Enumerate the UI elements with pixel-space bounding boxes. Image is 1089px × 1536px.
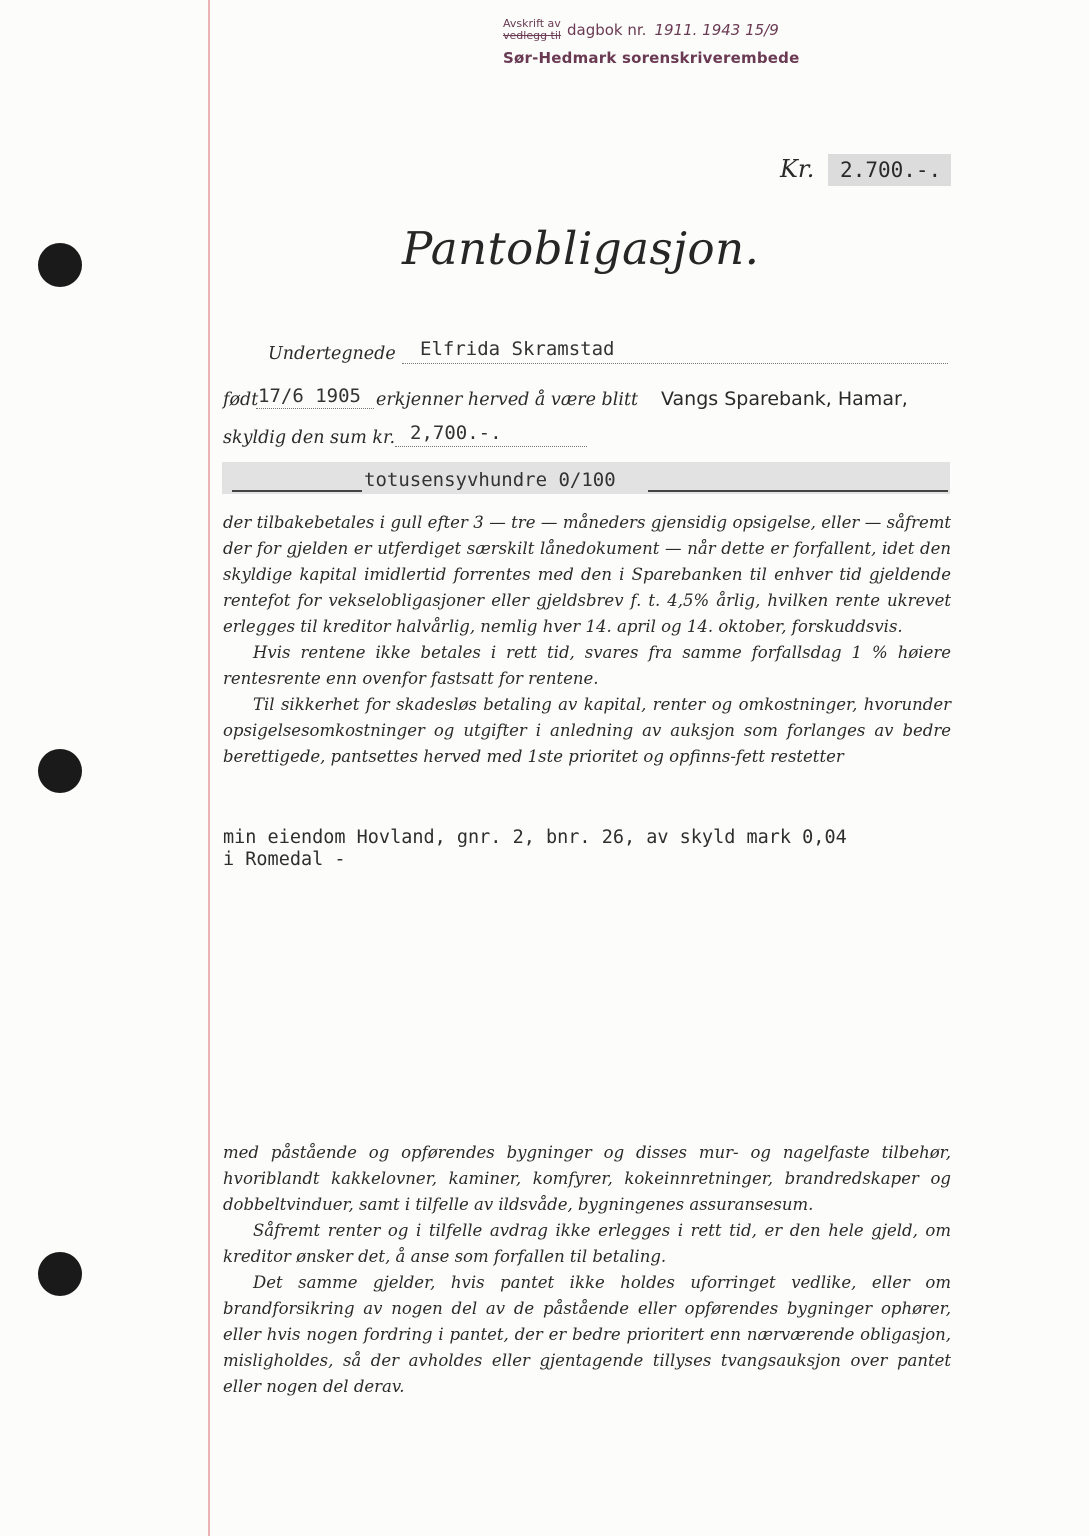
registry-stamp xyxy=(503,18,799,67)
owe-row xyxy=(223,428,951,448)
born-value: 17/6 1905 xyxy=(258,385,361,407)
amount-prefix: Kr. xyxy=(780,155,815,183)
amount-words: totusensyvhundre 0/100 xyxy=(364,469,616,491)
conditions-paragraph-1: med påstående og opførendes bygninger og disses mur- og nagelfaste tilbehør, hvoriblandt kakkelovner, kaminer, komfyrer, kokeinnretninger, brandredskaper og dobbeltvinduer, samt i tilfelle av ildsvåde, bygningenes assuransesum. xyxy=(223,1143,951,1214)
owe-value: 2,700.-. xyxy=(410,422,502,444)
stamp-line1: Avskrift av xyxy=(503,17,561,30)
born-line xyxy=(256,408,374,409)
terms-paragraph-1: der tilbakebetales i gull efter 3 — tre — måneders gjensidig opsigelse, eller — såfremt der for gjelden er utferdiget særskilt lånedokument — når dette er forfallent, idet den skyldige kapital imidlertid forrentes med den i Sparebanken til enhver tid gjeldende rentefot for vekselobligasjoner eller gjeldsbrev f. t. 4,5% årlig, hvilken rente ukrevet erlegges til kreditor halvårlig, nemlig hver 14. april og 14. oktober, forskuddsvis. xyxy=(223,513,951,636)
amount-value: 2.700.-. xyxy=(828,154,951,186)
property-line-2: i Romedal - xyxy=(223,849,346,870)
page-title: Pantobligasjon. xyxy=(402,222,760,275)
terms-block xyxy=(223,510,951,770)
acknowledge-text: erkjenner herved å være blitt xyxy=(376,390,639,410)
born-label: født xyxy=(223,390,259,410)
punch-hole xyxy=(38,243,82,287)
band-line-left xyxy=(232,490,362,492)
band-line-right xyxy=(648,490,948,492)
conditions-paragraph-2: Såfremt renter og i tilfelle avdrag ikke erlegges i rett tid, er den hele gjeld, om kreditor ønsker det, å anse som forfallen til betaling. xyxy=(223,1221,951,1266)
property-line-1: min eiendom Hovland, gnr. 2, bnr. 26, av skyld mark 0,04 xyxy=(223,827,847,848)
conditions-block xyxy=(223,1140,951,1400)
stamp-dagbok-label: dagbok nr. xyxy=(566,20,647,39)
terms-paragraph-2: Hvis rentene ikke betales i rett tid, svares fra samme forfallsdag 1 % høiere rentesrente enn ovenfor fastsatt for rentene. xyxy=(223,643,951,688)
punch-hole xyxy=(38,749,82,793)
undersigned-value: Elfrida Skramstad xyxy=(420,338,615,360)
stamp-office: Sør-Hedmark sorenskriverembede xyxy=(503,49,800,67)
amount-box xyxy=(780,155,951,183)
owe-label: skyldig den sum kr. xyxy=(223,428,396,448)
stamp-dagbok-ref: 1911. 1943 15/9 xyxy=(654,20,779,39)
undersigned-line xyxy=(402,363,948,364)
bank-name: Vangs Sparebank, Hamar, xyxy=(661,388,908,410)
punch-hole xyxy=(38,1252,82,1296)
stamp-line2: vedlegg til xyxy=(503,29,561,42)
terms-paragraph-3: Til sikkerhet for skadesløs betaling av kapital, renter og omkostninger, hvorunder opsigelsesomkostninger og utgifter i anledning av auksjon som forlanges av bedre berettigede, pantsettes herved med 1ste prioritet og opfinns-fett restetter xyxy=(223,695,951,766)
conditions-paragraph-3: Det samme gjelder, hvis pantet ikke holdes uforringet vedlike, eller om brandforsikring av nogen del av de påstående eller opførendes bygninger ophører, eller hvis nogen fordring i pantet, der er bedre prioritert enn nærværende obligasjon, misligholdes, så der avholdes eller gjentagende tillyses tvangsauksjon over pantet eller nogen del derav. xyxy=(223,1273,951,1396)
undersigned-label: Undertegnede xyxy=(268,344,396,364)
owe-line xyxy=(395,446,587,447)
margin-rule xyxy=(208,0,210,1536)
